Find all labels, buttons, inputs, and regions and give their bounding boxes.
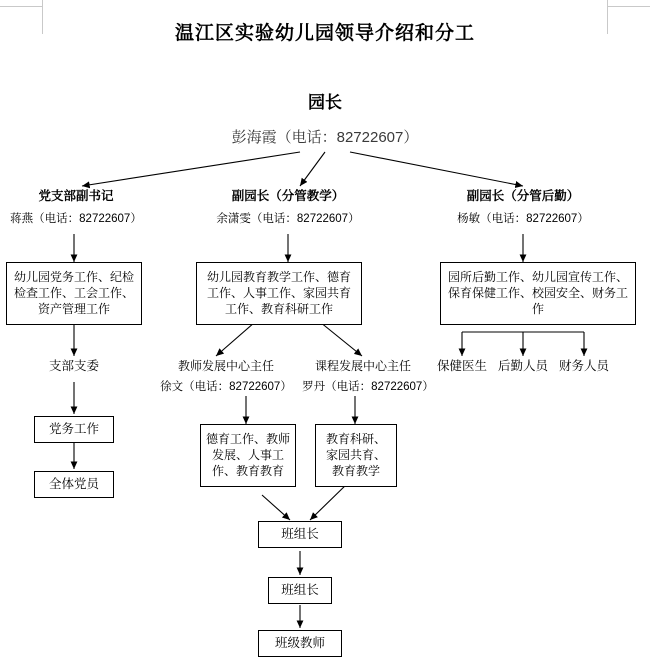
class-chain-item-2: 班级教师: [258, 630, 342, 657]
teaching-center-duty-1: 教育科研、家园共育、教育教学: [315, 424, 397, 487]
head-role-label: 园长: [308, 93, 342, 112]
page-title: 温江区实验幼儿园领导介绍和分工: [174, 23, 475, 44]
branch-person-1: 余潇雯（电话：82722607）: [216, 213, 360, 225]
page-corner-mark-right: [608, 6, 650, 7]
page-corner-mark-left: [0, 6, 42, 7]
class-chain-item-0: 班组长: [258, 521, 342, 548]
branch-duty-0: 幼儿园党务工作、纪检检查工作、工会工作、资产管理工作: [6, 262, 142, 325]
teaching-center-person-1: 罗丹（电话：82722607）: [302, 381, 434, 393]
logistics-role-2: 财务人员: [558, 359, 609, 373]
teaching-center-role-1: 课程发展中心主任: [314, 359, 411, 373]
branch-duty-1: 幼儿园教育教学工作、德育工作、人事工作、家园共育工作、教育科研工作: [196, 262, 362, 325]
party-chain-item-1: 党务工作: [34, 416, 114, 443]
party-chain-item-2: 全体党员: [34, 471, 114, 498]
branch-role-1: 副园长（分管教学）: [231, 189, 345, 203]
teaching-center-person-0: 徐文（电话：82722607）: [160, 381, 292, 393]
class-chain-item-1: 班组长: [268, 577, 332, 604]
branch-duty-2: 园所后勤工作、幼儿园宣传工作、保育保健工作、校园安全、财务工作: [440, 262, 636, 325]
head-person-label: 彭海霞（电话：82722607）: [231, 129, 419, 146]
branch-person-0: 蒋燕（电话：82722607）: [10, 213, 142, 225]
teaching-center-role-0: 教师发展中心主任: [177, 359, 274, 373]
branch-role-2: 副园长（分管后勤）: [466, 189, 580, 203]
branch-role-0: 党支部副书记: [38, 189, 114, 203]
logistics-role-0: 保健医生: [436, 359, 487, 373]
teaching-center-duty-0: 德育工作、教师发展、人事工作、教育教育: [200, 424, 296, 487]
logistics-role-1: 后勤人员: [497, 359, 548, 373]
branch-person-2: 杨敏（电话：82722607）: [457, 213, 589, 225]
party-chain-item-0: 支部支委: [48, 359, 99, 373]
